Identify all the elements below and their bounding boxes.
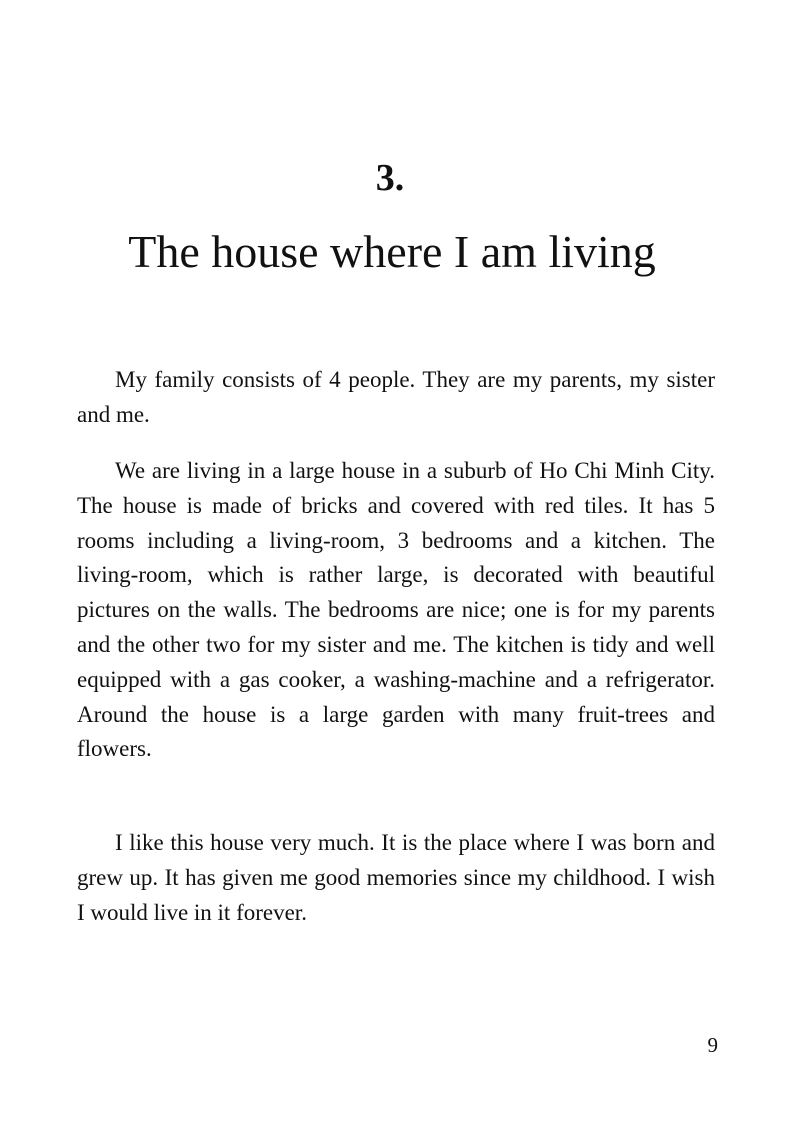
chapter-number: 3. — [375, 157, 405, 199]
chapter-title: The house where I am living — [128, 226, 656, 277]
paragraph-feelings: I like this house very much. It is the place where I was born and grew up. It has given me good memories since my childhood. I wish I would live in it forever. — [77, 830, 715, 925]
paragraph-house-description: We are living in a large house in a suburb of Ho Chi Minh City. The house is made of bricks and covered with red tiles. It has 5 rooms including a living-room, 3 bedrooms and a kitchen. The living-room, which is rather large, is decorated with beautiful pictures on the walls. The bedrooms are nice; one is for my parents and the other two for my sister and me. The kitchen is tidy and well equipped with a gas cooker, a washing-machine and a refrigerator. Around the house is a large garden with many fruit-trees and flowers. — [77, 458, 715, 762]
page-number: 9 — [707, 1033, 718, 1057]
paragraph-family: My family consists of 4 people. They are my parents, my sister and me. — [77, 367, 715, 427]
